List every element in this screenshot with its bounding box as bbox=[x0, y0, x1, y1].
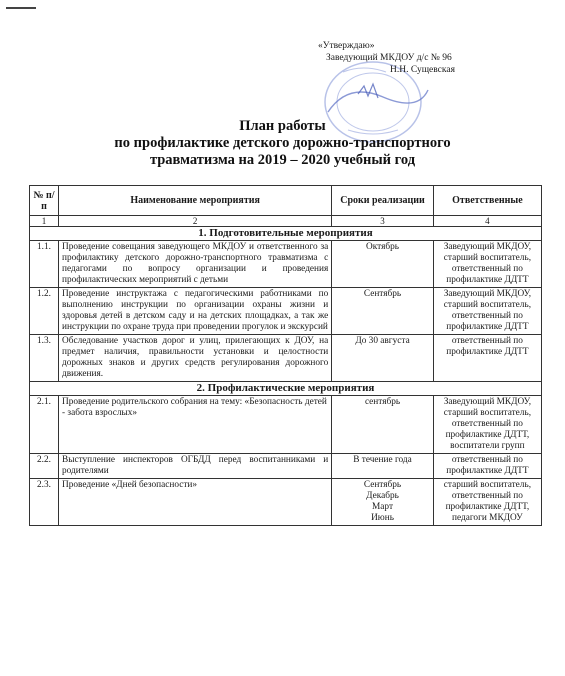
row-number: 2.2. bbox=[30, 454, 59, 479]
index-cell: 2 bbox=[59, 216, 332, 227]
row-term bbox=[332, 479, 434, 526]
responsible-line: старший воспитатель, bbox=[443, 253, 532, 263]
row-name: Проведение «Дней безопасности» bbox=[59, 479, 332, 526]
responsible-line: ответственный по профилактике ДДТТ bbox=[446, 455, 529, 476]
row-term: В течение года bbox=[332, 454, 434, 479]
responsible-line: старший воспитатель, bbox=[443, 480, 532, 490]
header-name: Наименование мероприятия bbox=[59, 186, 332, 216]
term-line: Июнь bbox=[371, 513, 394, 523]
responsible-line: воспитатели групп bbox=[450, 441, 525, 451]
header-term: Сроки реализации bbox=[332, 186, 434, 216]
responsible-line: Заведующий МКДОУ, bbox=[443, 397, 532, 407]
row-responsible bbox=[433, 479, 541, 526]
responsible-line: Заведующий МКДОУ, bbox=[443, 242, 532, 252]
section-title: 2. Профилактические мероприятия bbox=[30, 382, 542, 396]
row-term: До 30 августа bbox=[332, 335, 434, 382]
table-row bbox=[30, 288, 542, 335]
term-line: Март bbox=[372, 502, 394, 512]
responsible-line: старший воспитатель, bbox=[443, 300, 532, 310]
term-line: Декабрь bbox=[366, 491, 399, 501]
row-name: Проведение совещания заведующего МКДОУ и ответственного за профилактику детского дорожно-транспортного травматизма с педагогами по вопросу организации и проведения профилактических мероприятий с детьми bbox=[59, 241, 332, 288]
section-row bbox=[30, 227, 542, 241]
row-number: 1.1. bbox=[30, 241, 59, 288]
header-number: № п/п bbox=[30, 186, 59, 216]
header-responsible: Ответственные bbox=[433, 186, 541, 216]
row-number: 1.3. bbox=[30, 335, 59, 382]
document-title bbox=[0, 118, 565, 169]
row-name: Обследование участков дорог и улиц, прилегающих к ДОУ, на предмет наличия, правильности установки и целостности дорожных знаков и других средств регулирования дорожного движения. bbox=[59, 335, 332, 382]
row-number: 2.3. bbox=[30, 479, 59, 526]
row-responsible bbox=[433, 288, 541, 335]
table-header-row bbox=[30, 186, 542, 216]
row-name: Выступление инспекторов ОГБДД перед воспитанниками и родителями bbox=[59, 454, 332, 479]
table-row bbox=[30, 241, 542, 288]
row-term: сентябрь bbox=[332, 396, 434, 454]
section-row bbox=[30, 382, 542, 396]
table-row bbox=[30, 479, 542, 526]
responsible-line: ответственный по профилактике ДДТТ bbox=[446, 336, 529, 357]
responsible-line: ответственный по профилактике ДДТТ, bbox=[445, 419, 530, 440]
index-row bbox=[30, 216, 542, 227]
row-name: Проведение родительского собрания на тему: «Безопасность детей - забота взрослых» bbox=[59, 396, 332, 454]
title-line-2: по профилактике детского дорожно-транспортного bbox=[114, 135, 451, 151]
row-name: Проведение инструктажа с педагогическими работниками по выполнению инструкции по организации охраны жизни и здоровья детей в детском саду и на детских площадках, а так же инструкции по охране труда при проведении прогулок и экскурсий bbox=[59, 288, 332, 335]
responsible-line: педагоги МКДОУ bbox=[452, 513, 523, 523]
index-cell: 4 bbox=[433, 216, 541, 227]
approval-line-1: «Утверждаю» bbox=[318, 41, 375, 51]
table-row bbox=[30, 454, 542, 479]
row-responsible bbox=[433, 396, 541, 454]
responsible-line: Заведующий МКДОУ, bbox=[443, 289, 532, 299]
row-responsible bbox=[433, 241, 541, 288]
row-responsible bbox=[433, 335, 541, 382]
row-term: Октябрь bbox=[332, 241, 434, 288]
section-title: 1. Подготовительные мероприятия bbox=[30, 227, 542, 241]
table-row bbox=[30, 335, 542, 382]
row-number: 2.1. bbox=[30, 396, 59, 454]
approval-line-3: Н.Н. Сущевская bbox=[390, 65, 455, 75]
index-cell: 1 bbox=[30, 216, 59, 227]
row-number: 1.2. bbox=[30, 288, 59, 335]
term-line: Сентябрь bbox=[363, 480, 402, 490]
corner-mark bbox=[6, 7, 36, 9]
responsible-line: ответственный по профилактике ДДТТ bbox=[446, 264, 529, 285]
approval-line-2: Заведующий МКДОУ д/с № 96 bbox=[326, 53, 452, 63]
plan-table bbox=[29, 185, 542, 526]
responsible-line: ответственный по профилактике ДДТТ, bbox=[445, 491, 530, 512]
title-line-3: травматизма на 2019 – 2020 учебный год bbox=[149, 152, 416, 168]
row-responsible bbox=[433, 454, 541, 479]
title-line-1: План работы bbox=[239, 118, 326, 134]
row-term: Сентябрь bbox=[332, 288, 434, 335]
index-cell: 3 bbox=[332, 216, 434, 227]
approval-block bbox=[318, 40, 558, 76]
responsible-line: ответственный по профилактике ДДТТ bbox=[446, 311, 529, 332]
table-row bbox=[30, 396, 542, 454]
responsible-line: старший воспитатель, bbox=[443, 408, 532, 418]
